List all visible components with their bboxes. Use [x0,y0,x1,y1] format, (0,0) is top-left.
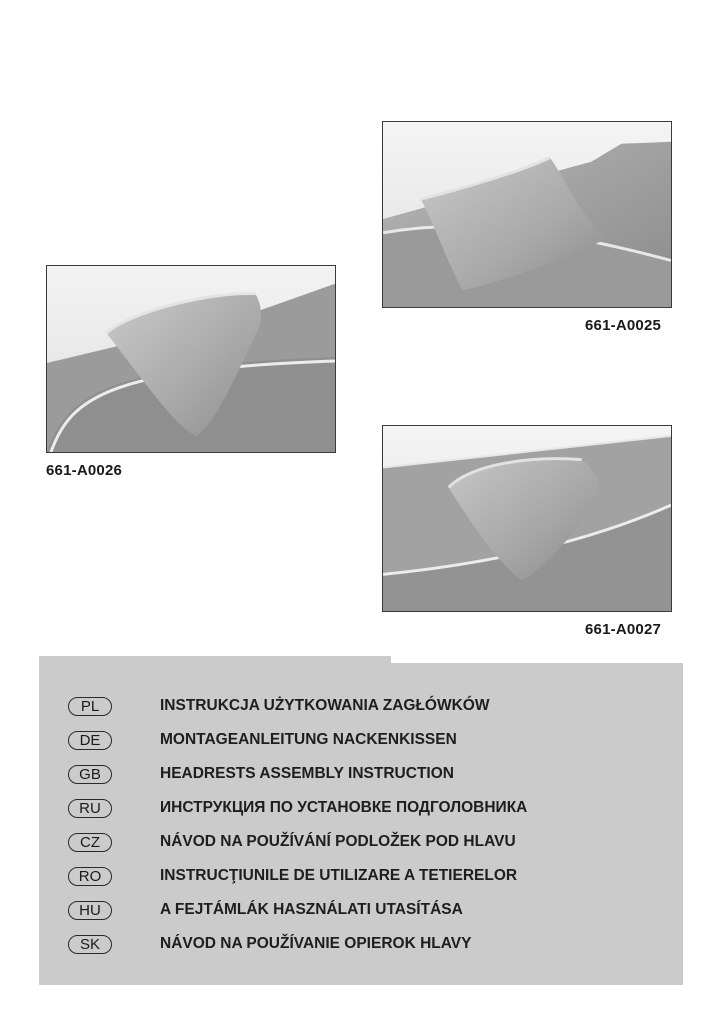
language-badge-de: DE [68,731,112,750]
instruction-row-ro [68,864,518,888]
instruction-row-de [68,728,457,752]
headrest-a0026-illustration [47,266,335,452]
product-photo-a0025 [382,121,672,308]
product-code-a0026: 661-A0026 [46,462,123,479]
instruction-row-sk [68,932,472,956]
language-badge-cz: CZ [68,833,112,852]
instruction-title-hu: A FEJTÁMLÁK HASZNÁLATI UTASÍTÁSA [160,901,463,918]
instruction-row-hu [68,898,463,922]
instruction-title-ru: ИНСТРУКЦИЯ ПО УСТАНОВКЕ ПОДГОЛОВНИКА [160,799,528,816]
product-code-a0025: 661-A0025 [585,317,662,334]
language-badge-ru: RU [68,799,112,818]
instruction-title-cz: NÁVOD NA POUŽÍVÁNÍ PODLOŽEK POD HLAVU [160,833,516,850]
instruction-row-cz [68,830,516,854]
product-photo-a0026 [46,265,336,453]
instruction-row-gb [68,762,454,786]
instruction-row-pl [68,694,490,718]
instruction-title-pl: INSTRUKCJA UŻYTKOWANIA ZAGŁÓWKÓW [160,697,490,714]
headrest-a0025-illustration [383,122,671,307]
product-photo-a0027 [382,425,672,612]
instruction-title-de: MONTAGEANLEITUNG NACKENKISSEN [160,731,457,748]
instruction-title-ro: INSTRUCŢIUNILE DE UTILIZARE A TETIERELOR [160,867,518,884]
headrest-a0027-illustration [383,426,671,611]
product-code-a0027: 661-A0027 [585,621,662,638]
instruction-row-ru [68,796,528,820]
language-badge-ro: RO [68,867,112,886]
language-badge-gb: GB [68,765,112,784]
language-badge-hu: HU [68,901,112,920]
instruction-title-sk: NÁVOD NA POUŽÍVANIE OPIEROK HLAVY [160,935,472,952]
language-badge-sk: SK [68,935,112,954]
instruction-title-gb: HEADRESTS ASSEMBLY INSTRUCTION [160,765,454,782]
language-badge-pl: PL [68,697,112,716]
